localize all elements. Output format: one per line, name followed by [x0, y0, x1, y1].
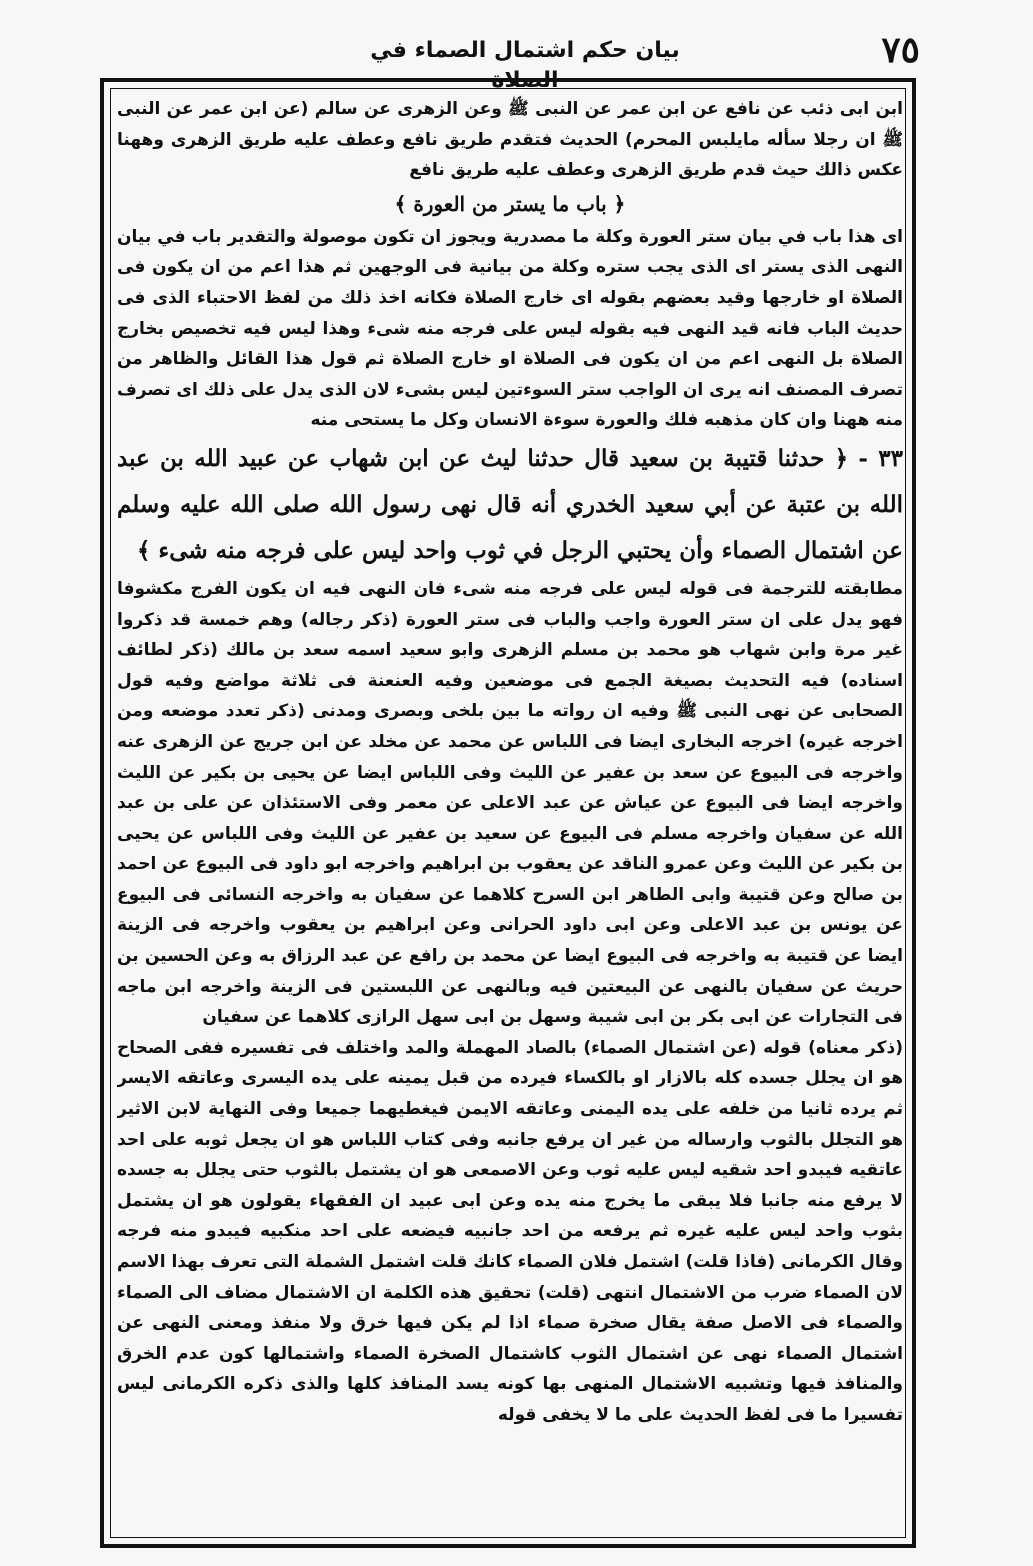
explanation-paragraph: مطابقته للترجمة فى قوله ليس على فرجه منه شىء فان النهى فيه ان يكون الفرج مكشوفا فهو يدل على ان ستر العورة واجب والباب فى ستر العورة (ذكر رجاله) وهم خمسة قد ذكروا غير مرة وابن شهاب هو محمد بن مسلم الزهرى وابو سعيد اسمه سعد بن مالك (ذكر لطائف اسناده) فيه التحديث بصيغة الجمع فى موضعين وفيه العنعنة فى ثلاثة مواضع وفيه قول الصحابى عن نهى النبى ﷺ وفيه ان رواته ما بين بلخى وبصرى ومدنى (ذكر تعدد موضعه ومن اخرجه غيره) اخرجه البخارى ايضا فى اللباس عن محمد عن مخلد عن ابن جريج عن الزهرى عنه واخرجه فى البيوع عن سعد بن عفير عن الليث وفى اللباس ايضا عن يحيى بن بكير عن الليث واخرجه ايضا فى البيوع عن عياش عن عبد الاعلى عن معمر وفى الاستئذان عن على بن عبد الله عن سفيان واخرجه مسلم فى البيوع عن سعيد بن عفير عن الليث وفى اللباس عن يحيى بن بكير عن الليث وعن عمرو الناقد عن يعقوب بن ابراهيم واخرجه ابو داود فى البيوع عن احمد بن صالح وعن قتيبة وابى الطاهر ابن السرح كلاهما عن سفيان به واخرجه النسائى فى البيوع عن يونس بن عبد الاعلى وعن ابى داود الحرانى وعن ابراهيم بن يعقوب واخرجه فى الزينة ايضا عن قتيبة به واخرجه فى البيوع ايضا عن محمد بن رافع عن عبد الرزاق به وعن الحسين بن حريث عن سفيان بالنهى عن البيعتين فيه وبالنهى عن اللبستين فى الزينة واخرجه ابن ماجه فى التجارات عن ابى بكر بن ابى شيبة وسهل بن ابى سهل الرازى كلاهما عن سفيان — [117, 578, 903, 1028]
page-header — [110, 28, 920, 93]
commentary-paragraph: اى هذا باب في بيان ستر العورة وكلة ما مصدرية ويجوز ان تكون موصولة والتقدير باب في بيان النهى الذى يستر اى الذى يجب ستره وكلة من بيانية فى الوجهين ثم هذا اعم من ان يكون فى الصلاة او خارجها وقيد بعضهم بقوله اى خارج الصلاة فكانه اخذ ذلك من لفظ الاحتباء الذى فى حديث الباب فانه قيد النهى فيه بقوله ليس على فرجه منه شىء وهذا ليس فيه تخصيص بخارج الصلاة بل النهى اعم من ان يكون فى الصلاة او خارج الصلاة ثم قول هذا القائل والظاهر من تصرف المصنف انه يرى ان الواجب ستر السوءتين ليس بشىء لان الذى يدل على ذلك اى تصرف منه ههنا وان كان مذهبه فلك والعورة سوءة الانسان وكل ما يستحى منه — [117, 226, 903, 431]
hadith-text: ٣٣ - ﴿ حدثنا قتيبة بن سعيد قال حدثنا ليث عن ابن شهاب عن عبيد الله بن عبد الله بن عتبة عن أبي سعيد الخدري أنه قال نهى رسول الله صلى الله عليه وسلم عن اشتمال الصماء وأن يحتبي الرجل في ثوب واحد ليس على فرجه منه شىء ﴾ — [117, 444, 903, 564]
chapter-heading: ﴿ باب ما يستر من العورة ﴾ — [394, 191, 626, 216]
meaning-paragraph: (ذكر معناه) قوله (عن اشتمال الصماء) بالصاد المهملة والمد واختلف فى تفسيره ففى الصحاح هو ان يجلل جسده كله بالازار او بالكساء فيرده من قبل يمينه على يده اليسرى وعاتقه الايسر ثم يرده ثانيا من خلفه على يده اليمنى وعاتقه الايمن فيغطيهما جميعا وفى النهاية لابن الاثير هو التجلل بالثوب وارساله من غير ان يرفع جانبه وفى كتاب اللباس هو ان يجعل ثوبه على احد عاتقيه فيبدو احد شقيه ليس عليه ثوب وعن الاصمعى هو ان يشتمل بالثوب حتى يجلل به جسده لا يرفع منه جانبا فلا يبقى ما يخرج منه يده وعن ابى عبيد ان الفقهاء يقولون هو ان يشتمل بثوب واحد ليس عليه غيره ثم يرفعه من احد جانبيه فيضعه على احد منكبيه فيبدو منه فرجه وقال الكرمانى (فاذا قلت) اشتمل فلان الصماء كانك قلت اشتمل الشملة التى تعرف بهذا الاسم لان الصماء ضرب من الاشتمال انتهى (قلت) تحقيق هذه الكلمة ان الاشتمال مضاف الى الصماء والصماء فى الاصل صفة يقال صخرة صماء اذا لم يكن فيها خرق ولا منفذ ومعنى النهى عن اشتمال الصماء نهى عن اشتمال الثوب كاشتمال الصخرة الصماء واشتمالها كون عدم الخرق والمنافذ فيها وتشبيه الاشتمال المنهى بها كونه يسد المنافذ كلها والذى ذكره الكرمانى ليس تفسيرا ما فى لفظ الحديث على ما لا يخفى قوله — [117, 1037, 903, 1425]
running-title: بيان حكم اشتمال الصماء في الصلاة — [370, 38, 680, 93]
intro-paragraph: ابن ابى ذئب عن نافع عن ابن عمر عن النبى ﷺ وعن الزهرى عن سالم (عن ابن عمر عن النبى ﷺ ان رجلا سأله مايلبس المحرم) الحديث فتقدم طريق نافع وعطف عليه طريق الزهرى وههنا عكس ذالك حيث قدم طريق الزهرى وعطف عليه طريق نافع — [117, 99, 903, 181]
main-text — [117, 94, 903, 1534]
page-number: ٧٥ — [881, 29, 920, 71]
